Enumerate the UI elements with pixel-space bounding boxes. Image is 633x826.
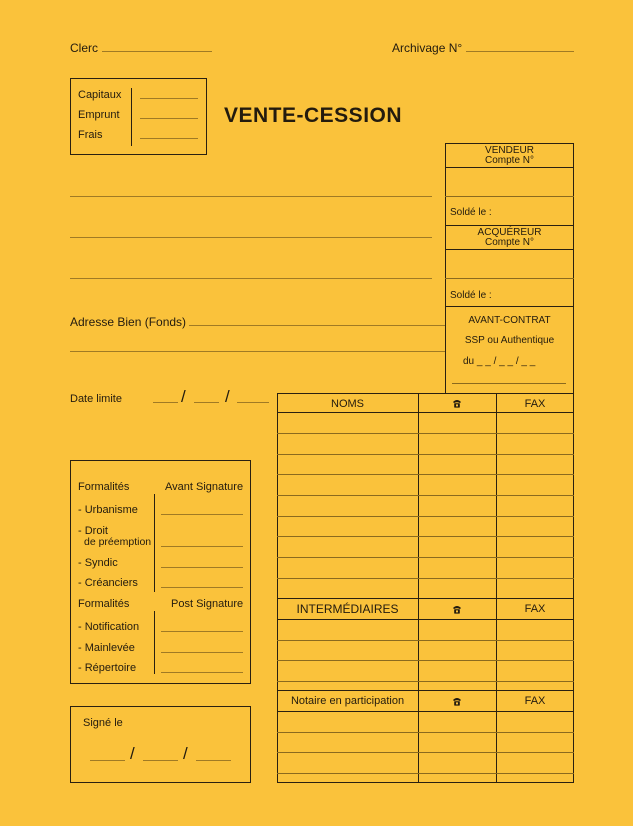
date-limite-slash-2: / [225, 387, 230, 406]
vendeur-title: VENDEUR [485, 145, 534, 156]
notaire-row-line [277, 752, 574, 753]
date-limite-year[interactable] [237, 402, 269, 403]
adresse-field-line[interactable] [189, 325, 445, 326]
signe-day[interactable] [90, 760, 125, 761]
archivage-label: Archivage N° [392, 41, 463, 55]
formalites-header-post: Formalités [78, 598, 130, 610]
intermediaires-header: INTERMÉDIAIRES [296, 602, 399, 616]
noms-row-line [277, 536, 574, 537]
date-limite-day[interactable] [153, 402, 178, 403]
intermediaires-row-line [277, 681, 574, 682]
notification-field-line[interactable] [161, 631, 243, 632]
droit-label: - Droit [78, 525, 108, 537]
urbanisme-field-line[interactable] [161, 514, 243, 515]
acquereur-compte: Compte N° [484, 237, 534, 248]
noms-row-line [277, 454, 574, 455]
noms-row-line [277, 578, 574, 579]
preemption-field-line[interactable] [161, 546, 243, 547]
formalites-divider-post [154, 611, 155, 674]
signe-slash-1: / [130, 744, 135, 763]
noms-header: NOMS [331, 398, 364, 410]
clerc-field-line[interactable] [102, 51, 212, 52]
adresse-field-line-2[interactable] [70, 351, 445, 352]
syndic-label: - Syndic [78, 557, 118, 569]
avant-signature-label: Avant Signature [165, 481, 244, 493]
archivage-field-line[interactable] [466, 51, 574, 52]
frais-label: Frais [78, 129, 103, 141]
noms-row-line [277, 557, 574, 558]
repertoire-field-line[interactable] [161, 672, 243, 673]
acquereur-title: ACQUÉREUR [477, 227, 542, 238]
capital-box-divider [131, 88, 132, 146]
fax-header: FAX [524, 695, 546, 707]
emprunt-label: Emprunt [78, 109, 120, 121]
capitaux-field-line[interactable] [140, 98, 198, 99]
clerc-label: Clerc [70, 41, 99, 55]
description-line-2[interactable] [70, 237, 432, 238]
intermediaires-header-top [277, 598, 574, 599]
noms-row-line [277, 474, 574, 475]
avant-contrat-signature-line[interactable] [452, 383, 566, 384]
signe-year[interactable] [196, 760, 231, 761]
fax-header: FAX [524, 398, 546, 410]
notaire-header: Notaire en participation [290, 695, 405, 707]
vendeur-solde: Soldé le : [450, 207, 492, 218]
right-panel-left-border [445, 143, 446, 393]
avant-contrat-top-border [445, 306, 574, 307]
signe-label: Signé le [83, 717, 123, 729]
notification-label: - Notification [78, 621, 140, 633]
intermediaires-row-line [277, 660, 574, 661]
intermediaires-row-line [277, 640, 574, 641]
noms-row-line [277, 433, 574, 434]
telephone-icon [418, 695, 496, 707]
table-col-divider-1 [418, 393, 419, 783]
notaire-row-line [277, 773, 574, 774]
avant-contrat-label: AVANT-CONTRAT [468, 315, 551, 326]
mainlevee-label: - Mainlevée [78, 642, 135, 654]
acquereur-account-line[interactable] [445, 278, 574, 279]
noms-row-line [277, 495, 574, 496]
adresse-label: Adresse Bien (Fonds) [70, 315, 187, 329]
formalites-header-avant: Formalités [78, 481, 130, 493]
preemption-label: de préemption [84, 536, 152, 548]
date-limite-slash-1: / [181, 387, 186, 406]
signe-month[interactable] [143, 760, 178, 761]
urbanisme-label: - Urbanisme [78, 504, 138, 516]
mainlevee-field-line[interactable] [161, 652, 243, 653]
date-limite-month[interactable] [194, 402, 219, 403]
noms-header-bottom [277, 412, 574, 413]
creanciers-label: - Créanciers [78, 577, 138, 589]
avant-contrat-date[interactable]: du _ _ / _ _ / _ _ [463, 356, 536, 367]
notaire-header-bottom [277, 711, 574, 712]
syndic-field-line[interactable] [161, 567, 243, 568]
vendeur-account-line[interactable] [445, 196, 574, 197]
fax-header: FAX [524, 603, 546, 615]
emprunt-field-line[interactable] [140, 118, 198, 119]
date-limite-label: Date limite [70, 393, 122, 405]
telephone-icon [418, 603, 496, 615]
acquereur-solde: Soldé le : [450, 290, 492, 301]
description-line-1[interactable] [70, 196, 432, 197]
description-line-3[interactable] [70, 278, 432, 279]
vendeur-compte: Compte N° [484, 155, 534, 166]
frais-field-line[interactable] [140, 138, 198, 139]
contacts-table [277, 393, 574, 783]
intermediaires-header-bottom [277, 619, 574, 620]
creanciers-field-line[interactable] [161, 587, 243, 588]
post-signature-label: Post Signature [171, 598, 244, 610]
ssp-label: SSP ou Authentique [464, 335, 555, 346]
table-col-divider-2 [496, 393, 497, 783]
capitaux-label: Capitaux [78, 89, 122, 101]
noms-row-line [277, 516, 574, 517]
formalites-divider-avant [154, 494, 155, 592]
repertoire-label: - Répertoire [78, 662, 137, 674]
notaire-row-line [277, 732, 574, 733]
form-title: VENTE-CESSION [224, 104, 403, 127]
telephone-icon [418, 397, 496, 409]
signe-slash-2: / [183, 744, 188, 763]
notaire-header-top [277, 690, 574, 691]
